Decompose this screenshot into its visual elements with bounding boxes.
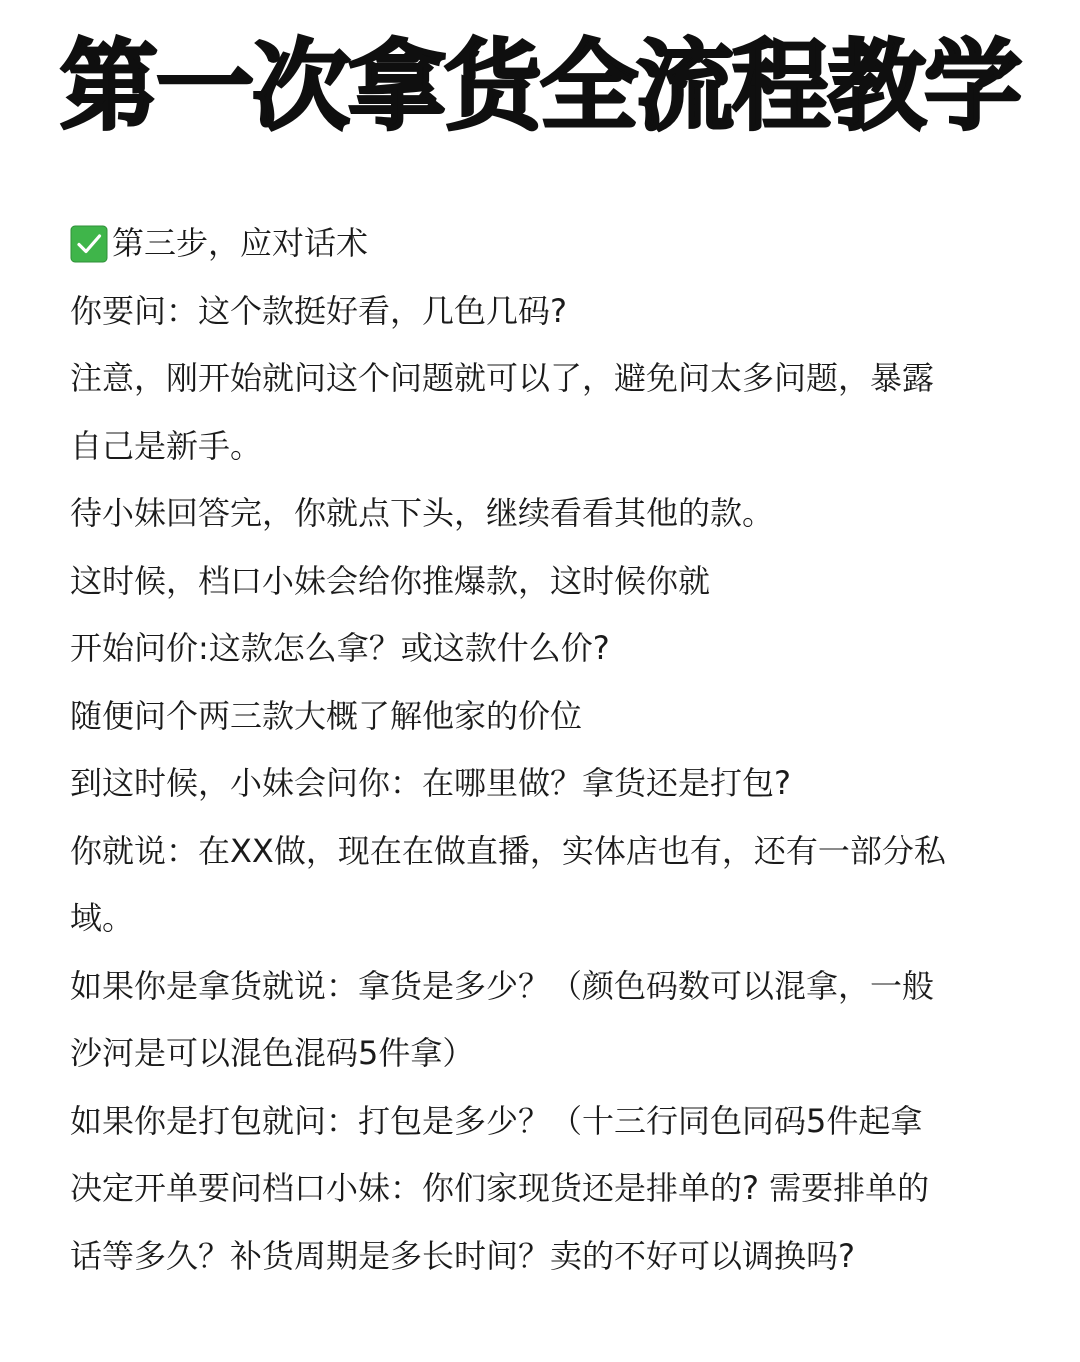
text-line: 话等多久？补货周期是多长时间？卖的不好可以调换吗? <box>70 1236 855 1275</box>
text-line: 如果你是拿货就说：拿货是多少？（颜色码数可以混拿，一般 <box>70 966 935 1005</box>
text-line: 沙河是可以混色混码5件拿） <box>70 1034 475 1072</box>
text-line: 开始问价:这款怎么拿？或这款什么价? <box>70 629 610 667</box>
text-line: 待小妹回答完，你就点下头，继续看看其他的款。 <box>70 494 775 532</box>
text-line: 随便问个两三款大概了解他家的价位 <box>70 696 583 735</box>
section-heading <box>70 210 1030 278</box>
text-line: 到这时候，小妹会问你：在哪里做？拿货还是打包? <box>70 764 791 802</box>
content-body <box>70 210 1030 1290</box>
check-mark-button-icon <box>70 225 108 263</box>
text-line: 自己是新手。 <box>70 426 263 465</box>
text-line: 你就说：在XX做，现在在做直播，实体店也有，还有一部分私 <box>70 831 946 870</box>
text-line: 如果你是打包就问：打包是多少？（十三行同色同码5件起拿 <box>70 1101 923 1140</box>
text-line: 决定开单要问档口小妹：你们家现货还是排单的? 需要排单的 <box>70 1169 930 1207</box>
text-line: 注意，刚开始就问这个问题就可以了，避免问太多问题，暴露 <box>70 359 935 397</box>
text-line: 域。 <box>70 899 135 937</box>
text-line: 你要问：这个款挺好看，几色几码? <box>70 291 567 330</box>
page-title: 第一次拿货全流程教学 <box>59 30 1020 144</box>
text-line: 这时候，档口小妹会给你推爆款，这时候你就 <box>70 561 711 600</box>
section-heading-text: 第三步，应对话术 <box>112 224 369 262</box>
